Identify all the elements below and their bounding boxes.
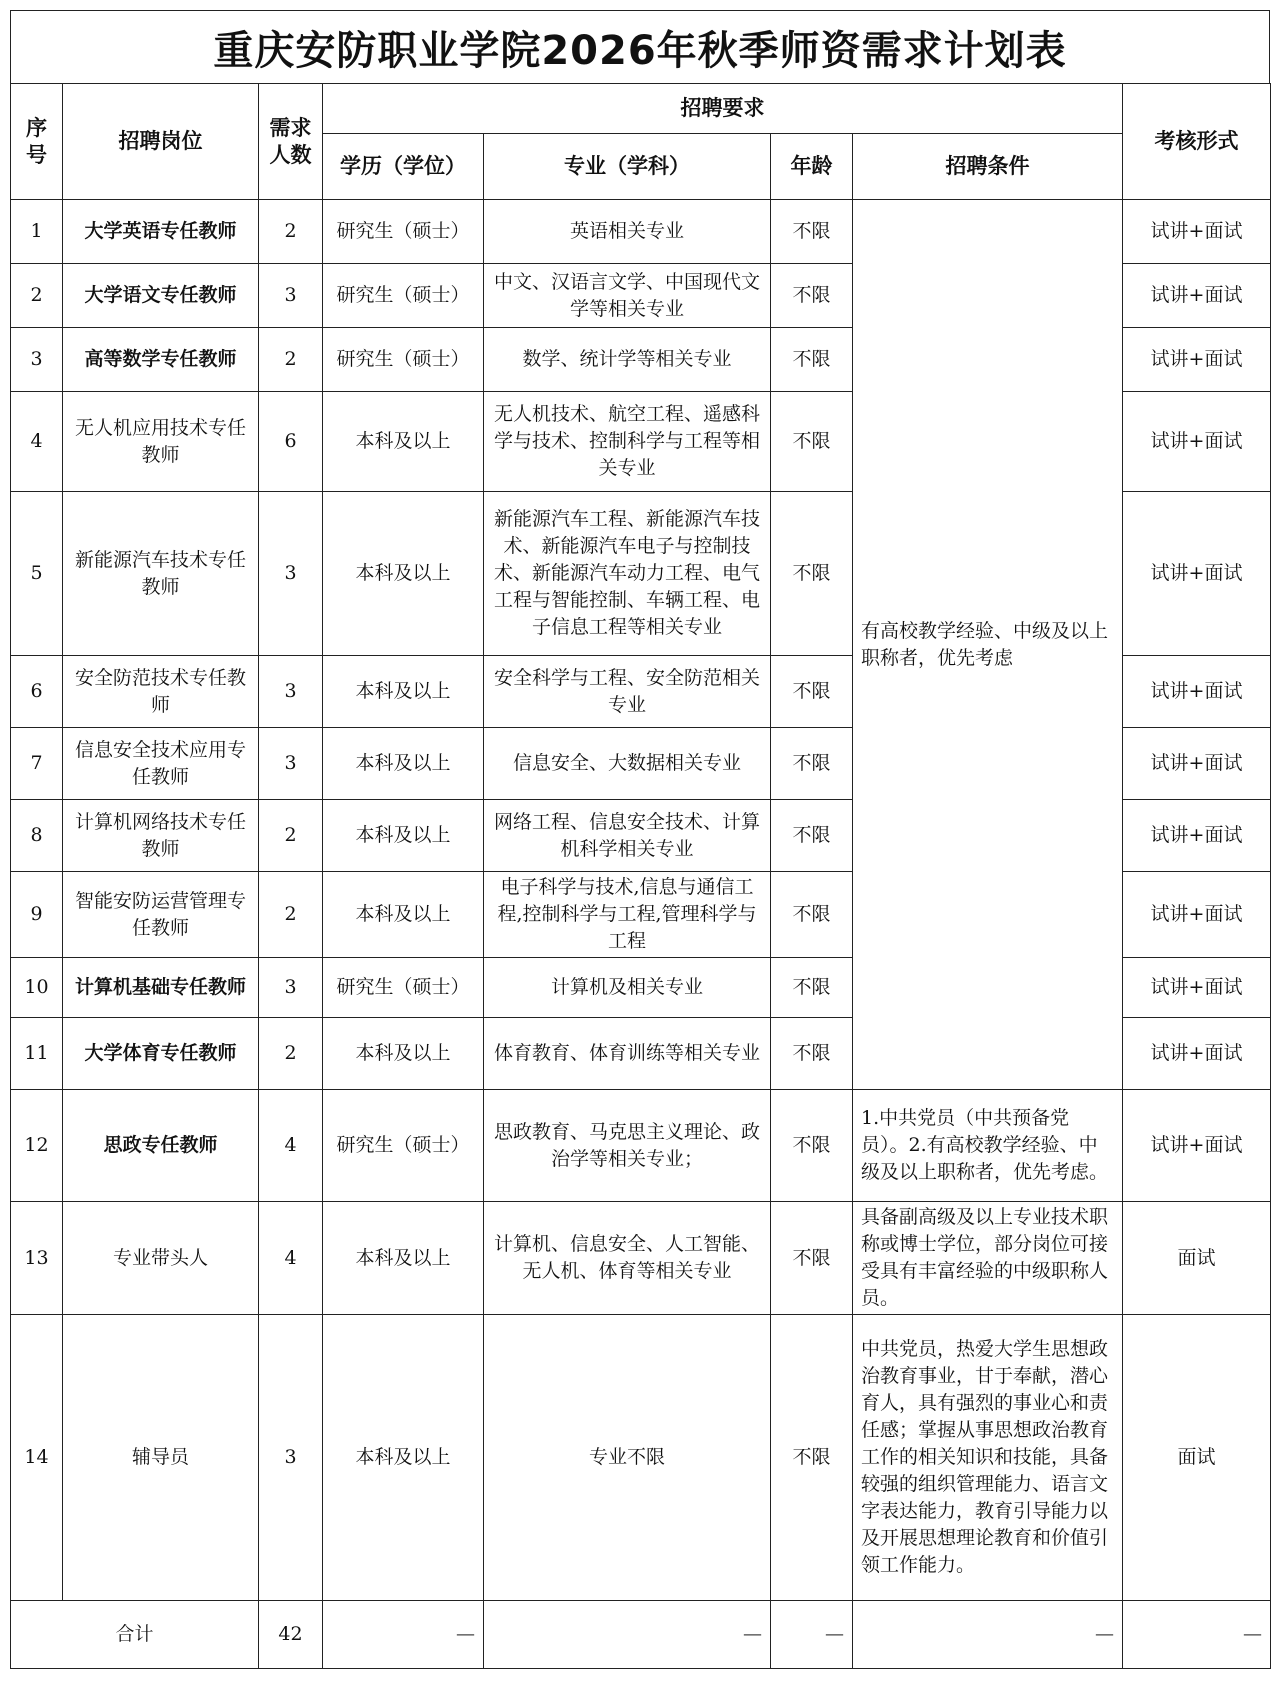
- row-age: 不限: [771, 728, 853, 800]
- row-assessment: 试讲+面试: [1123, 492, 1271, 656]
- row-assessment: 试讲+面试: [1123, 728, 1271, 800]
- row-count: 2: [259, 800, 323, 872]
- row-count: 3: [259, 492, 323, 656]
- row-age: 不限: [771, 1202, 853, 1315]
- row-major: 新能源汽车工程、新能源汽车技术、新能源汽车电子与控制技术、新能源汽车动力工程、电气工程与智能控制、车辆工程、电子信息工程等相关专业: [484, 492, 771, 656]
- row-index: 6: [11, 656, 63, 728]
- row-degree: 研究生（硕士）: [323, 200, 484, 264]
- row-position: 大学语文专任教师: [63, 264, 259, 328]
- row-conditions: 1.中共党员（中共预备党员）。2.有高校教学经验、中级及以上职称者，优先考虑。: [853, 1090, 1123, 1202]
- table-row: [11, 1090, 1271, 1202]
- row-count: 3: [259, 1315, 323, 1601]
- row-assessment: 试讲+面试: [1123, 872, 1271, 958]
- row-major: 安全科学与工程、安全防范相关专业: [484, 656, 771, 728]
- row-count: 2: [259, 1018, 323, 1090]
- row-major: 数学、统计学等相关专业: [484, 328, 771, 392]
- header-requirements: 招聘要求: [323, 84, 1123, 134]
- row-age: 不限: [771, 1018, 853, 1090]
- row-age: 不限: [771, 328, 853, 392]
- row-degree: 本科及以上: [323, 872, 484, 958]
- total-label: 合计: [11, 1601, 259, 1669]
- row-index: 2: [11, 264, 63, 328]
- row-index: 1: [11, 200, 63, 264]
- row-position: 计算机网络技术专任教师: [63, 800, 259, 872]
- plan-sheet: [10, 10, 1270, 1690]
- row-degree: 本科及以上: [323, 728, 484, 800]
- row-age: 不限: [771, 492, 853, 656]
- header-count: 需求人数: [259, 84, 323, 200]
- row-major: 专业不限: [484, 1315, 771, 1601]
- row-age: 不限: [771, 1315, 853, 1601]
- row-count: 4: [259, 1202, 323, 1315]
- total-conditions: —: [853, 1601, 1123, 1669]
- row-assessment: 面试: [1123, 1315, 1271, 1601]
- row-major: 体育教育、体育训练等相关专业: [484, 1018, 771, 1090]
- row-conditions: 中共党员，热爱大学生思想政治教育事业，甘于奉献，潜心育人，具有强烈的事业心和责任感；掌握从事思想政治教育工作的相关知识和技能，具备较强的组织管理能力、语言文字表达能力，教育引导能力以及开展思想理论教育和价值引领工作能力。: [853, 1315, 1123, 1601]
- header-index: 序号: [11, 84, 63, 200]
- row-index: 7: [11, 728, 63, 800]
- row-degree: 本科及以上: [323, 800, 484, 872]
- row-assessment: 试讲+面试: [1123, 200, 1271, 264]
- row-count: 2: [259, 872, 323, 958]
- row-assessment: 试讲+面试: [1123, 392, 1271, 492]
- row-index: 11: [11, 1018, 63, 1090]
- header-degree: 学历（学位）: [323, 134, 484, 200]
- row-count: 4: [259, 1090, 323, 1202]
- row-major: 中文、汉语言文学、中国现代文学等相关专业: [484, 264, 771, 328]
- total-assessment: —: [1123, 1601, 1271, 1669]
- row-index: 5: [11, 492, 63, 656]
- shared-condition: 有高校教学经验、中级及以上职称者，优先考虑: [853, 200, 1123, 1090]
- row-degree: 本科及以上: [323, 1315, 484, 1601]
- total-age: —: [771, 1601, 853, 1669]
- row-index: 8: [11, 800, 63, 872]
- row-position: 高等数学专任教师: [63, 328, 259, 392]
- row-position: 计算机基础专任教师: [63, 958, 259, 1018]
- row-assessment: 试讲+面试: [1123, 1018, 1271, 1090]
- row-count: 2: [259, 200, 323, 264]
- row-assessment: 试讲+面试: [1123, 1090, 1271, 1202]
- table-row: [11, 1315, 1271, 1601]
- row-age: 不限: [771, 264, 853, 328]
- row-degree: 研究生（硕士）: [323, 1090, 484, 1202]
- header-major: 专业（学科）: [484, 134, 771, 200]
- total-row: [11, 1601, 1271, 1669]
- row-age: 不限: [771, 872, 853, 958]
- row-major: 信息安全、大数据相关专业: [484, 728, 771, 800]
- row-degree: 本科及以上: [323, 392, 484, 492]
- header-position: 招聘岗位: [63, 84, 259, 200]
- row-assessment: 试讲+面试: [1123, 958, 1271, 1018]
- row-major: 网络工程、信息安全技术、计算机科学相关专业: [484, 800, 771, 872]
- row-position: 辅导员: [63, 1315, 259, 1601]
- recruitment-table: [10, 83, 1271, 1669]
- row-major: 计算机及相关专业: [484, 958, 771, 1018]
- page-title: 重庆安防职业学院2026年秋季师资需求计划表: [10, 10, 1270, 83]
- total-count: 42: [259, 1601, 323, 1669]
- row-position: 无人机应用技术专任教师: [63, 392, 259, 492]
- row-degree: 本科及以上: [323, 656, 484, 728]
- total-degree: —: [323, 1601, 484, 1669]
- header-assessment: 考核形式: [1123, 84, 1271, 200]
- total-major: —: [484, 1601, 771, 1669]
- row-assessment: 试讲+面试: [1123, 656, 1271, 728]
- table-row: [11, 1202, 1271, 1315]
- row-major: 无人机技术、航空工程、遥感科学与技术、控制科学与工程等相关专业: [484, 392, 771, 492]
- row-position: 安全防范技术专任教师: [63, 656, 259, 728]
- row-count: 2: [259, 328, 323, 392]
- row-count: 6: [259, 392, 323, 492]
- row-assessment: 试讲+面试: [1123, 264, 1271, 328]
- row-degree: 本科及以上: [323, 1202, 484, 1315]
- row-age: 不限: [771, 958, 853, 1018]
- row-position: 专业带头人: [63, 1202, 259, 1315]
- row-degree: 研究生（硕士）: [323, 264, 484, 328]
- row-major: 思政教育、马克思主义理论、政治学等相关专业；: [484, 1090, 771, 1202]
- row-degree: 研究生（硕士）: [323, 958, 484, 1018]
- row-index: 3: [11, 328, 63, 392]
- row-count: 3: [259, 728, 323, 800]
- row-major: 英语相关专业: [484, 200, 771, 264]
- row-assessment: 试讲+面试: [1123, 800, 1271, 872]
- row-count: 3: [259, 656, 323, 728]
- row-position: 智能安防运营管理专任教师: [63, 872, 259, 958]
- row-position: 大学体育专任教师: [63, 1018, 259, 1090]
- row-conditions: 具备副高级及以上专业技术职称或博士学位，部分岗位可接受具有丰富经验的中级职称人员。: [853, 1202, 1123, 1315]
- row-position: 信息安全技术应用专任教师: [63, 728, 259, 800]
- row-count: 3: [259, 958, 323, 1018]
- row-index: 14: [11, 1315, 63, 1601]
- row-degree: 本科及以上: [323, 492, 484, 656]
- row-index: 13: [11, 1202, 63, 1315]
- row-degree: 本科及以上: [323, 1018, 484, 1090]
- row-index: 12: [11, 1090, 63, 1202]
- row-index: 9: [11, 872, 63, 958]
- row-age: 不限: [771, 800, 853, 872]
- header-conditions: 招聘条件: [853, 134, 1123, 200]
- row-assessment: 试讲+面试: [1123, 328, 1271, 392]
- row-position: 大学英语专任教师: [63, 200, 259, 264]
- row-position: 新能源汽车技术专任教师: [63, 492, 259, 656]
- row-count: 3: [259, 264, 323, 328]
- row-degree: 研究生（硕士）: [323, 328, 484, 392]
- header-age: 年龄: [771, 134, 853, 200]
- row-age: 不限: [771, 200, 853, 264]
- row-major: 电子科学与技术,信息与通信工程,控制科学与工程,管理科学与工程: [484, 872, 771, 958]
- row-age: 不限: [771, 392, 853, 492]
- row-index: 4: [11, 392, 63, 492]
- row-age: 不限: [771, 1090, 853, 1202]
- row-index: 10: [11, 958, 63, 1018]
- row-major: 计算机、信息安全、人工智能、无人机、体育等相关专业: [484, 1202, 771, 1315]
- row-assessment: 面试: [1123, 1202, 1271, 1315]
- row-age: 不限: [771, 656, 853, 728]
- table-row: [11, 200, 1271, 264]
- row-position: 思政专任教师: [63, 1090, 259, 1202]
